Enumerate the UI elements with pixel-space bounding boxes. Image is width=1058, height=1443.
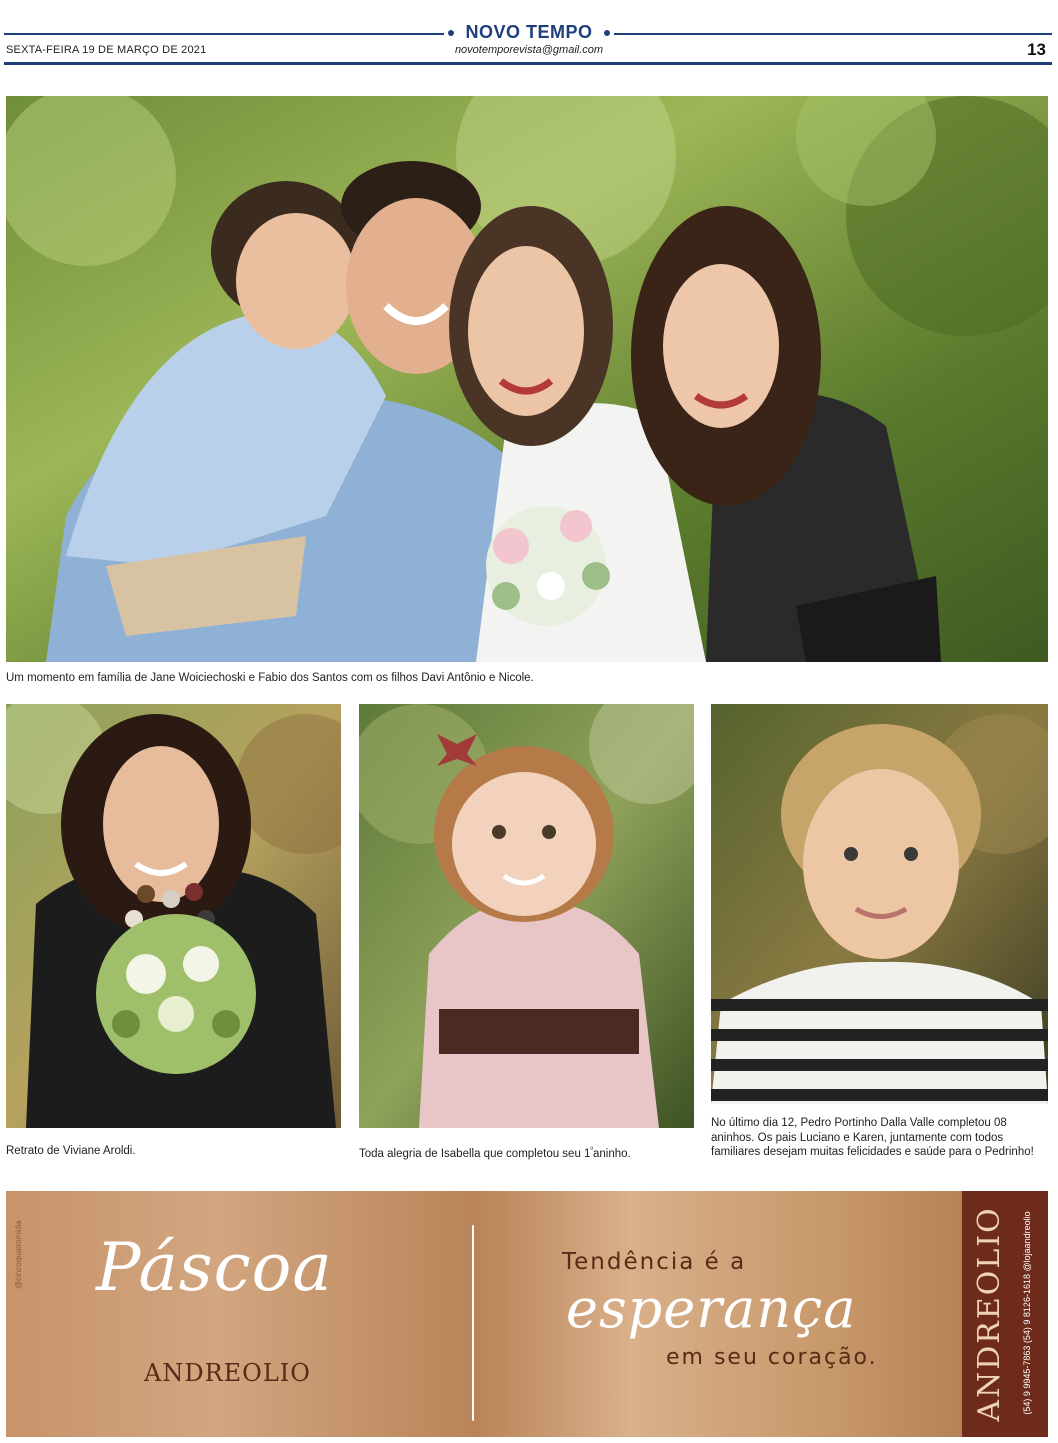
issue-date: SEXTA-FEIRA 19 DE MARÇO DE 2021 [6, 44, 207, 56]
viviane-photo-caption: Retrato de Viviane Aroldi. [6, 1145, 136, 1157]
ad-side-brand [966, 1191, 1048, 1437]
header-dot-right [604, 30, 610, 36]
ad-contacts[interactable]: (54) 9 9945-7863 (54) 9 8126-1618 @lojaandreolio [1022, 1211, 1032, 1415]
isabella-caption-ordinal: º [590, 1147, 593, 1154]
pedro-photo-caption: No último dia 12, Pedro Portinho Dalla Valle completou 08 aninhos. Os pais Luciano e Karen, juntamente com todos familiares desejam muitas felicidades e saúde para o Pedrinho! [711, 1117, 1034, 1158]
ad-credit: @cincoquatromidia [14, 1220, 23, 1289]
header-rule-bottom [4, 62, 1052, 65]
ad-headline: Páscoa [96, 1229, 333, 1306]
page-number: 13 [1027, 40, 1046, 59]
ad-tagline-1: Tendência é a [562, 1249, 747, 1275]
ad-divider [472, 1225, 474, 1421]
andreolio-easter-ad[interactable] [6, 1191, 1048, 1437]
isabella-photo-caption [359, 1144, 694, 1161]
header-dot-left [448, 30, 454, 36]
header-rule-left [4, 33, 444, 35]
isabella-caption-text: Toda alegria de Isabella que completou seu 1 [359, 1147, 591, 1160]
contact-email[interactable]: novotemporevista@gmail.com [454, 44, 604, 56]
pedro-photo [711, 704, 1048, 1104]
page-header [0, 0, 1058, 70]
masthead: NOVO TEMPO [465, 22, 593, 42]
isabella-caption-end: aninho. [593, 1147, 631, 1160]
ad-brand-logo: ANDREOLIO [144, 1359, 311, 1387]
ad-tagline-2: esperança [566, 1277, 857, 1340]
ad-tagline-3: em seu coração. [666, 1345, 878, 1370]
isabella-photo [359, 704, 694, 1128]
family-photo-caption: Um momento em família de Jane Woiciechoski e Fabio dos Santos com os filhos Davi Antônio e Nicole. [6, 672, 534, 684]
header-rule-right [614, 33, 1052, 35]
viviane-photo [6, 704, 341, 1128]
ad-side-brand-name: ANDREOLIO [972, 1206, 1007, 1422]
family-photo [6, 96, 1048, 662]
